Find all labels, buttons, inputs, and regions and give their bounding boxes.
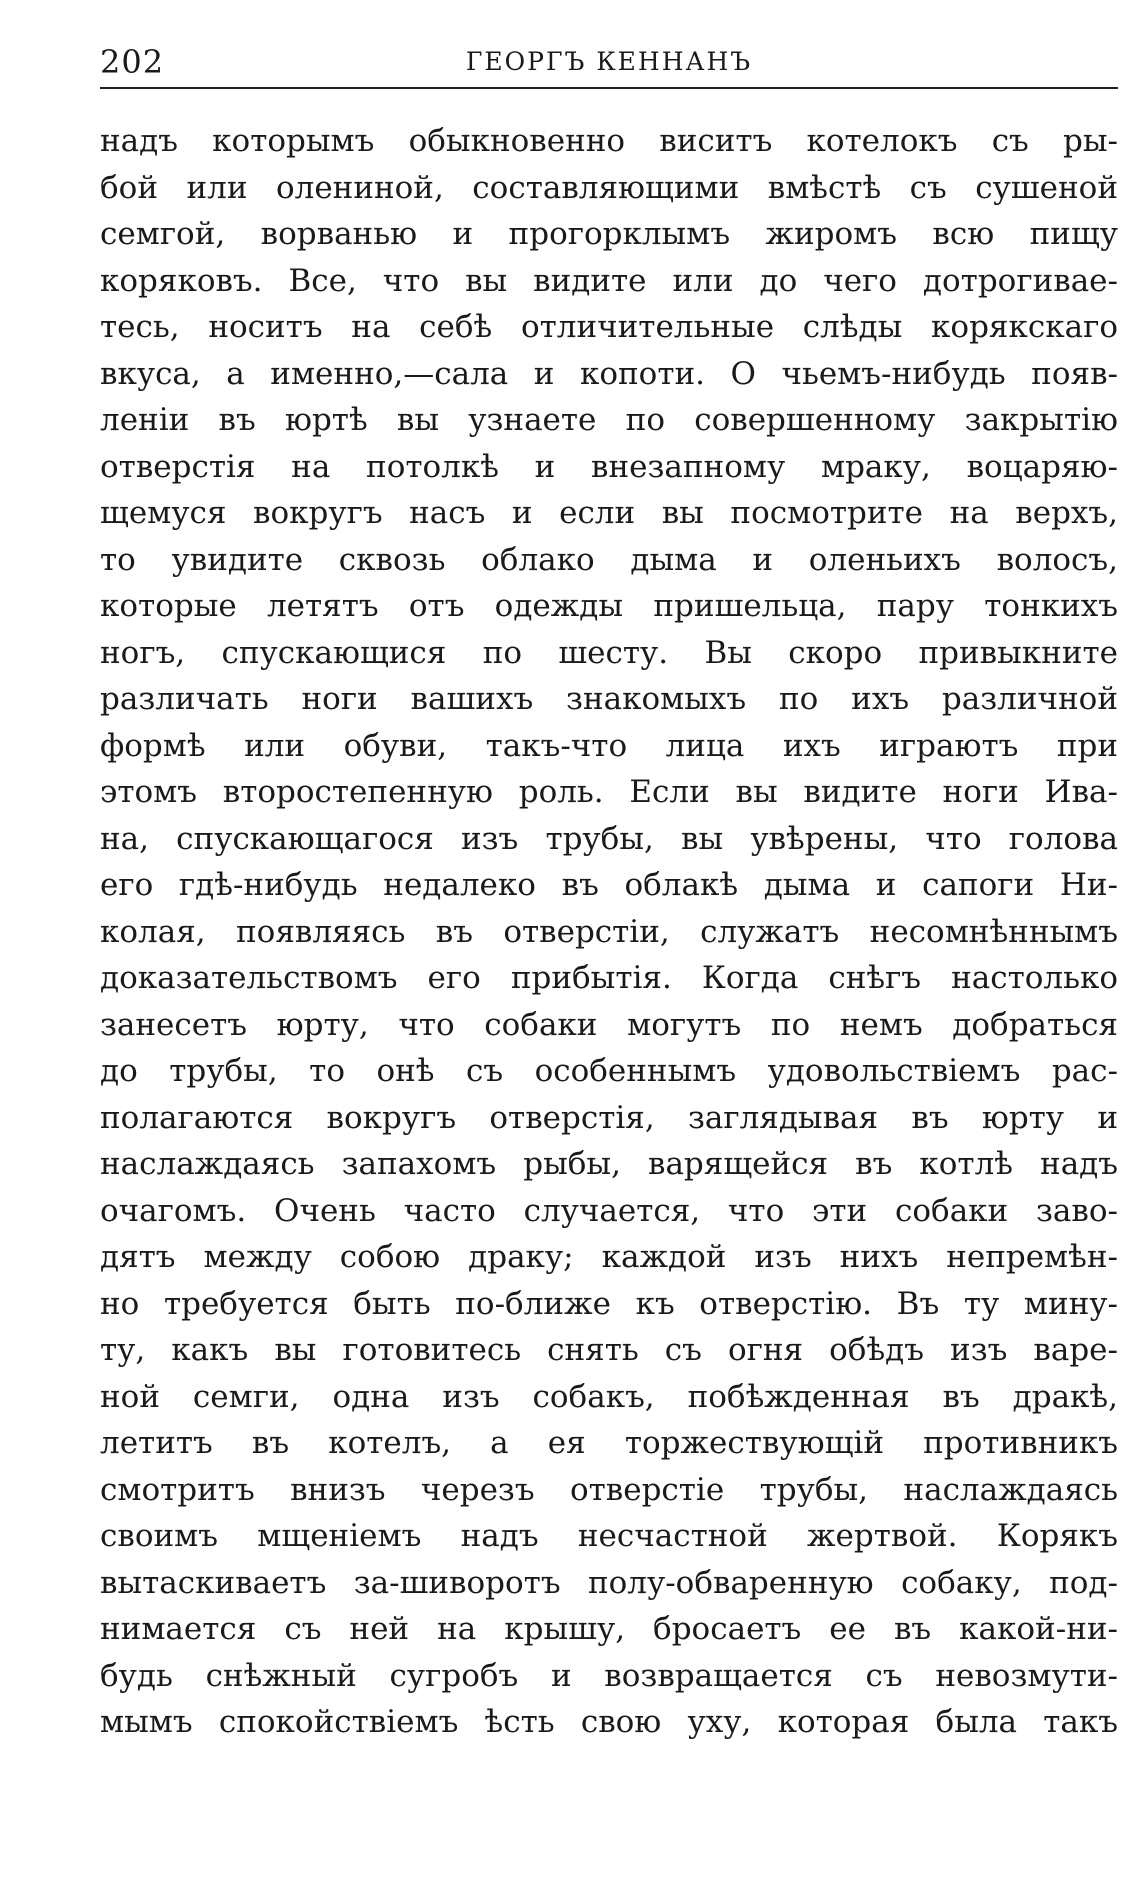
body-text <box>100 118 1118 1746</box>
text-line: колая, появляясь въ отверстіи, служатъ несомнѣннымъ <box>100 913 1118 950</box>
text-line: его гдѣ-нибудь недалеко въ облакѣ дыма и сапоги Ни- <box>100 867 1118 903</box>
text-line: на, спускающагося изъ трубы, вы увѣрены, что голова <box>100 820 1118 857</box>
text-line: ту, какъ вы готовитесь снять съ огня обѣдъ изъ варе- <box>100 1332 1118 1368</box>
text-line: щемуся вокругъ насъ и если вы посмотрите на верхъ, <box>100 495 1118 531</box>
text-line: которые летятъ отъ одежды пришельца, пару тонкихъ <box>100 588 1118 624</box>
text-line: летитъ въ котелъ, а ея торжествующій противникъ <box>100 1425 1118 1461</box>
text-line: будь снѣжный сугробъ и возвращается съ невозмути- <box>100 1657 1118 1694</box>
text-line: наслаждаясь запахомъ рыбы, варящейся въ котлѣ надъ <box>100 1146 1118 1182</box>
text-line: мымъ спокойствіемъ ѣсть свою уху, которая была такъ <box>100 1704 1118 1740</box>
text-line: ной семги, одна изъ собакъ, побѣжденная въ дракѣ, <box>100 1378 1118 1415</box>
text-line: вкуса, а именно,—сала и копоти. О чьемъ-нибудь появ- <box>100 355 1118 392</box>
text-line: нимается съ ней на крышу, бросаетъ ее въ какой-ни- <box>100 1611 1118 1647</box>
text-line: полагаются вокругъ отверстія, заглядывая въ юрту и <box>100 1099 1118 1136</box>
text-line: то увидите сквозь облако дыма и оленьихъ волосъ, <box>100 541 1118 578</box>
text-line: коряковъ. Все, что вы видите или до чего дотрогивае- <box>100 262 1118 299</box>
text-line: формѣ или обуви, такъ-что лица ихъ играютъ при <box>100 727 1118 764</box>
text-line: вытаскиваетъ за-шиворотъ полу-обваренную собаку, под- <box>100 1564 1118 1601</box>
running-head <box>100 38 1118 86</box>
text-line: бой или олениной, составляющими вмѣстѣ съ сушеной <box>100 169 1118 206</box>
text-line: дятъ между собою драку; каждой изъ нихъ непремѣн- <box>100 1239 1118 1275</box>
text-line: до трубы, то онѣ съ особеннымъ удовольствіемъ рас- <box>100 1053 1118 1089</box>
text-line: леніи въ юртѣ вы узнаете по совершенному закрытію <box>100 402 1118 438</box>
text-line: но требуется быть по-ближе къ отверстію. Въ ту мину- <box>100 1285 1118 1322</box>
text-line: надъ которымъ обыкновенно виситъ котелокъ съ ры- <box>100 123 1118 159</box>
text-line: семгой, ворванью и прогорклымъ жиромъ всю пищу <box>100 216 1118 252</box>
text-line: ногъ, спускающися по шесту. Вы скоро привыкните <box>100 634 1118 671</box>
header-rule <box>100 87 1118 89</box>
text-line: отверстія на потолкѣ и внезапному мраку, воцаряю- <box>100 448 1118 485</box>
text-line: доказательствомъ его прибытія. Когда снѣгъ настолько <box>100 960 1118 996</box>
text-line: своимъ мщеніемъ надъ несчастной жертвой. Корякъ <box>100 1518 1118 1554</box>
text-line: очагомъ. Очень часто случается, что эти собаки заво- <box>100 1192 1118 1229</box>
text-line: смотритъ внизъ черезъ отверстіе трубы, наслаждаясь <box>100 1471 1118 1508</box>
running-title: ГЕОРГЪ КЕННАНЪ <box>465 47 753 76</box>
text-line: занесетъ юрту, что собаки могутъ по немъ добраться <box>100 1006 1118 1043</box>
text-line: различать ноги вашихъ знакомыхъ по ихъ различной <box>100 681 1118 717</box>
text-line: тесь, носитъ на себѣ отличительные слѣды корякскаго <box>100 309 1118 345</box>
text-line: этомъ второстепенную роль. Если вы видите ноги Ива- <box>100 774 1118 810</box>
page-number: 202 <box>100 43 165 81</box>
